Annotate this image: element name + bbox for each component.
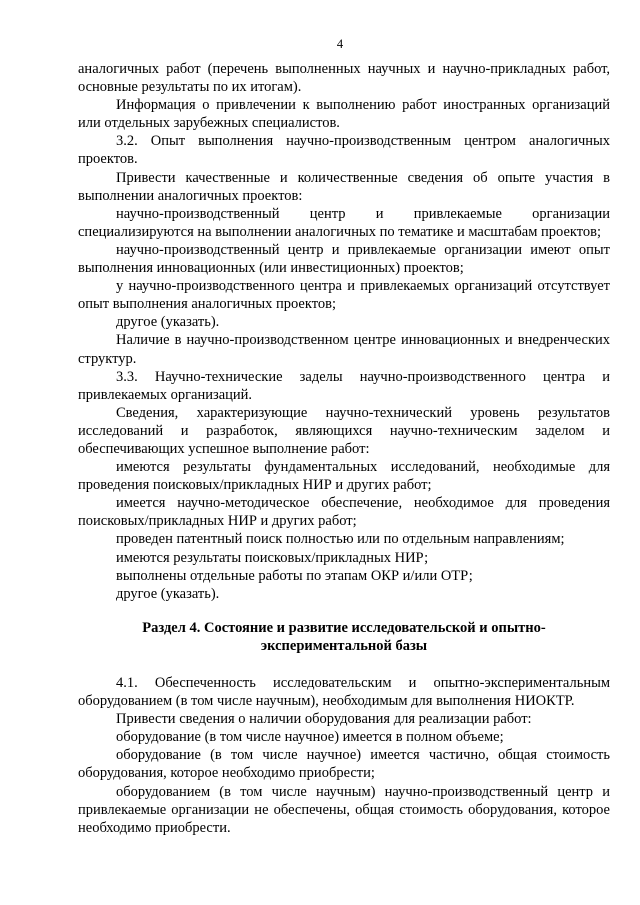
text-block-bottom [78,674,610,837]
paragraph: оборудование (в том числе научное) имеется частично, общая стоимость оборудования, которое необходимо приобрести; [78,747,610,782]
paragraph: другое (указать). [116,585,220,602]
paragraph: имеются результаты фундаментальных исследований, необходимые для проведения поисковых/прикладных НИР и других работ; [78,459,610,494]
paragraph: Привести качественные и количественные сведения об опыте участия в выполнении аналогичных проектов: [78,169,610,204]
paragraph: Привести сведения о наличии оборудования для реализации работ: [116,711,532,728]
paragraph: проведен патентный поиск полностью или по отдельным направлениям; [116,531,565,548]
paragraph: 4.1. Обеспеченность исследовательским и опытно-экспериментальным оборудованием (в том числе научным), необходимым для выполнения НИОКТР. [78,675,610,710]
page-number: 4 [336,37,344,51]
paragraph: оборудованием (в том числе научным) научно-производственный центр и привлекаемые организации не обеспечены, общая стоимость оборудования, которое необходимо приобрести. [78,783,610,836]
paragraph: у научно-производственного центра и привлекаемых организаций отсутствует опыт выполнения аналогичных проектов; [78,278,610,313]
paragraph: имеются результаты поисковых/прикладных НИР; [116,549,429,566]
paragraph: 3.3. Научно-технические заделы научно-производственного центра и привлекаемых организаций. [78,368,610,403]
paragraph: аналогичных работ (перечень выполненных научных и научно-прикладных работ, основные результаты по их итогам). [78,61,610,96]
paragraph: выполнены отдельные работы по этапам ОКР и/или ОТР; [116,567,473,584]
text-block-top [78,60,610,603]
paragraph: научно-производственный центр и привлекаемые организации имеют опыт выполнения инновационных (или инвестиционных) проектов; [78,241,610,277]
section-heading: Раздел 4. Состояние и развитие исследовательской и опытно-экспериментальной базы [142,619,546,654]
paragraph: другое (указать). [116,314,220,331]
paragraph: Сведения, характеризующие научно-технический уровень результатов исследований и разработок, являющихся научно-техническим заделом и обеспечивающих успешное выполнение работ: [78,404,610,457]
paragraph: оборудование (в том числе научное) имеется в полном объеме; [116,729,504,746]
paragraph: научно-производственный центр и привлекаемые организации специализируются на выполнении аналогичных по тематике и масштабам проектов; [78,205,610,240]
paragraph: 3.2. Опыт выполнения научно-производственным центром аналогичных проектов. [78,133,610,168]
paragraph: Наличие в научно-производственном центре инновационных и внедренческих структур. [78,332,610,367]
paragraph: Информация о привлечении к выполнению работ иностранных организаций или отдельных зарубежных специалистов. [78,97,610,132]
paragraph: имеется научно-методическое обеспечение, необходимое для проведения поисковых/прикладных НИР и других работ; [78,495,610,530]
